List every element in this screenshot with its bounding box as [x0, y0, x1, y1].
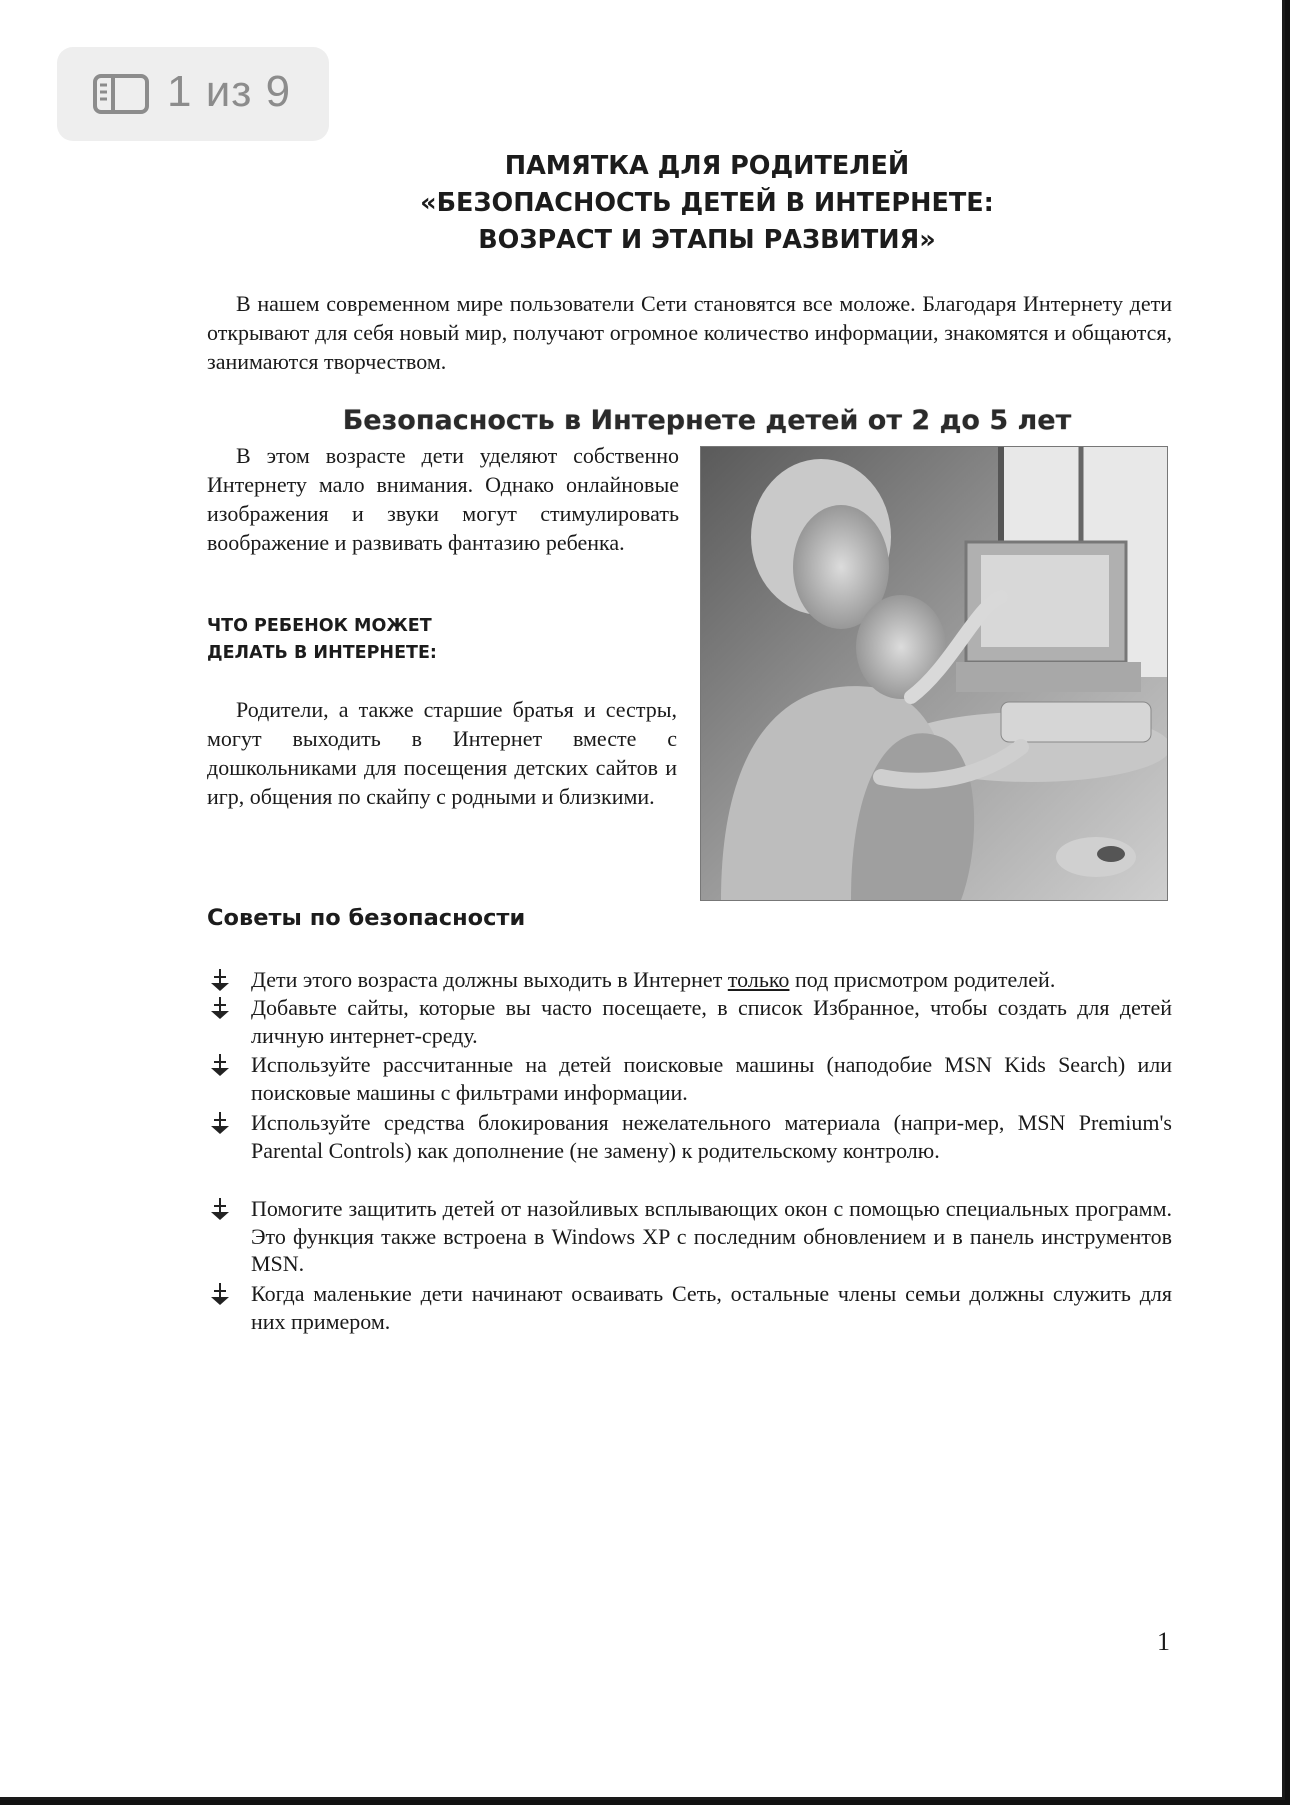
- tip-text: Дети этого возраста должны выходить в Интернет: [251, 967, 728, 992]
- sidebar-toggle-icon[interactable]: [93, 74, 149, 114]
- subheading-line-1: ЧТО РЕБЕНОК МОЖЕТ: [207, 616, 432, 636]
- section-paragraph: В этом возрасте дети уделяют собственно Интернету мало внимания. Однако онлайновые изображения и звуки могут стимулировать воображение и развивать фантазию ребенка.: [207, 443, 679, 555]
- tips-heading: Советы по безопасности: [207, 905, 526, 931]
- document-title-line-2: «БЕЗОПАСНОСТЬ ДЕТЕЙ В ИНТЕРНЕТЕ:: [420, 188, 994, 218]
- tip-text: Помогите защитить детей от назойливых всплывающих окон с помощью специальных программ. Это функция также встроена в Windows XP с последним обновлением и в панель инструментов MSN.: [251, 1196, 1172, 1276]
- arrow-down-bullet-icon: [207, 1053, 233, 1077]
- page-indicator[interactable]: [57, 47, 329, 141]
- arrow-down-bullet-icon: [207, 968, 233, 992]
- tip-text: Используйте средства блокирования нежелательного материала (напри-мер, MSN Premium's Parental Controls) как дополнение (не замену) к родительскому контролю.: [251, 1110, 1172, 1163]
- intro-paragraph: В нашем современном мире пользователи Сети становятся все моложе. Благодаря Интернету дети открывают для себя новый мир, получают огромное количество информации, знакомятся и общаются, занимаются творчеством.: [207, 291, 1172, 374]
- tip-text: под присмотром родителей.: [789, 967, 1056, 992]
- section-heading: Безопасность в Интернете детей от 2 до 5 лет: [342, 405, 1072, 436]
- arrow-down-bullet-icon: [207, 996, 233, 1020]
- can-do-paragraph: Родители, а также старшие братья и сестры, могут выходить в Интернет вместе с дошкольниками для посещения детских сайтов и игр, общения по скайпу с родными и близкими.: [207, 697, 677, 809]
- tip-text: Когда маленькие дети начинают осваивать Сеть, остальные члены семьи должны служить для них примером.: [251, 1281, 1172, 1334]
- mother-child-computer-photo: [700, 446, 1168, 901]
- tip-text: Добавьте сайты, которые вы часто посещаете, в список Избранное, чтобы создать для детей личную интернет-среду.: [251, 995, 1172, 1048]
- subheading-line-2: ДЕЛАТЬ В ИНТЕРНЕТЕ:: [207, 643, 437, 663]
- tip-text-underlined: только: [727, 967, 790, 992]
- document-title-line-3: ВОЗРАСТ И ЭТАПЫ РАЗВИТИЯ»: [478, 225, 936, 255]
- arrow-down-bullet-icon: [207, 1111, 233, 1135]
- arrow-down-bullet-icon: [207, 1197, 233, 1221]
- document-title-line-1: ПАМЯТКА ДЛЯ РОДИТЕЛЕЙ: [504, 151, 910, 181]
- arrow-down-bullet-icon: [207, 1282, 233, 1306]
- page-indicator-label: 1 из 9: [167, 67, 292, 116]
- page-number: 1: [1157, 1627, 1170, 1656]
- tip-text: Используйте рассчитанные на детей поисковые машины (наподобие MSN Kids Search) или поисковые машины с фильтрами информации.: [251, 1052, 1172, 1105]
